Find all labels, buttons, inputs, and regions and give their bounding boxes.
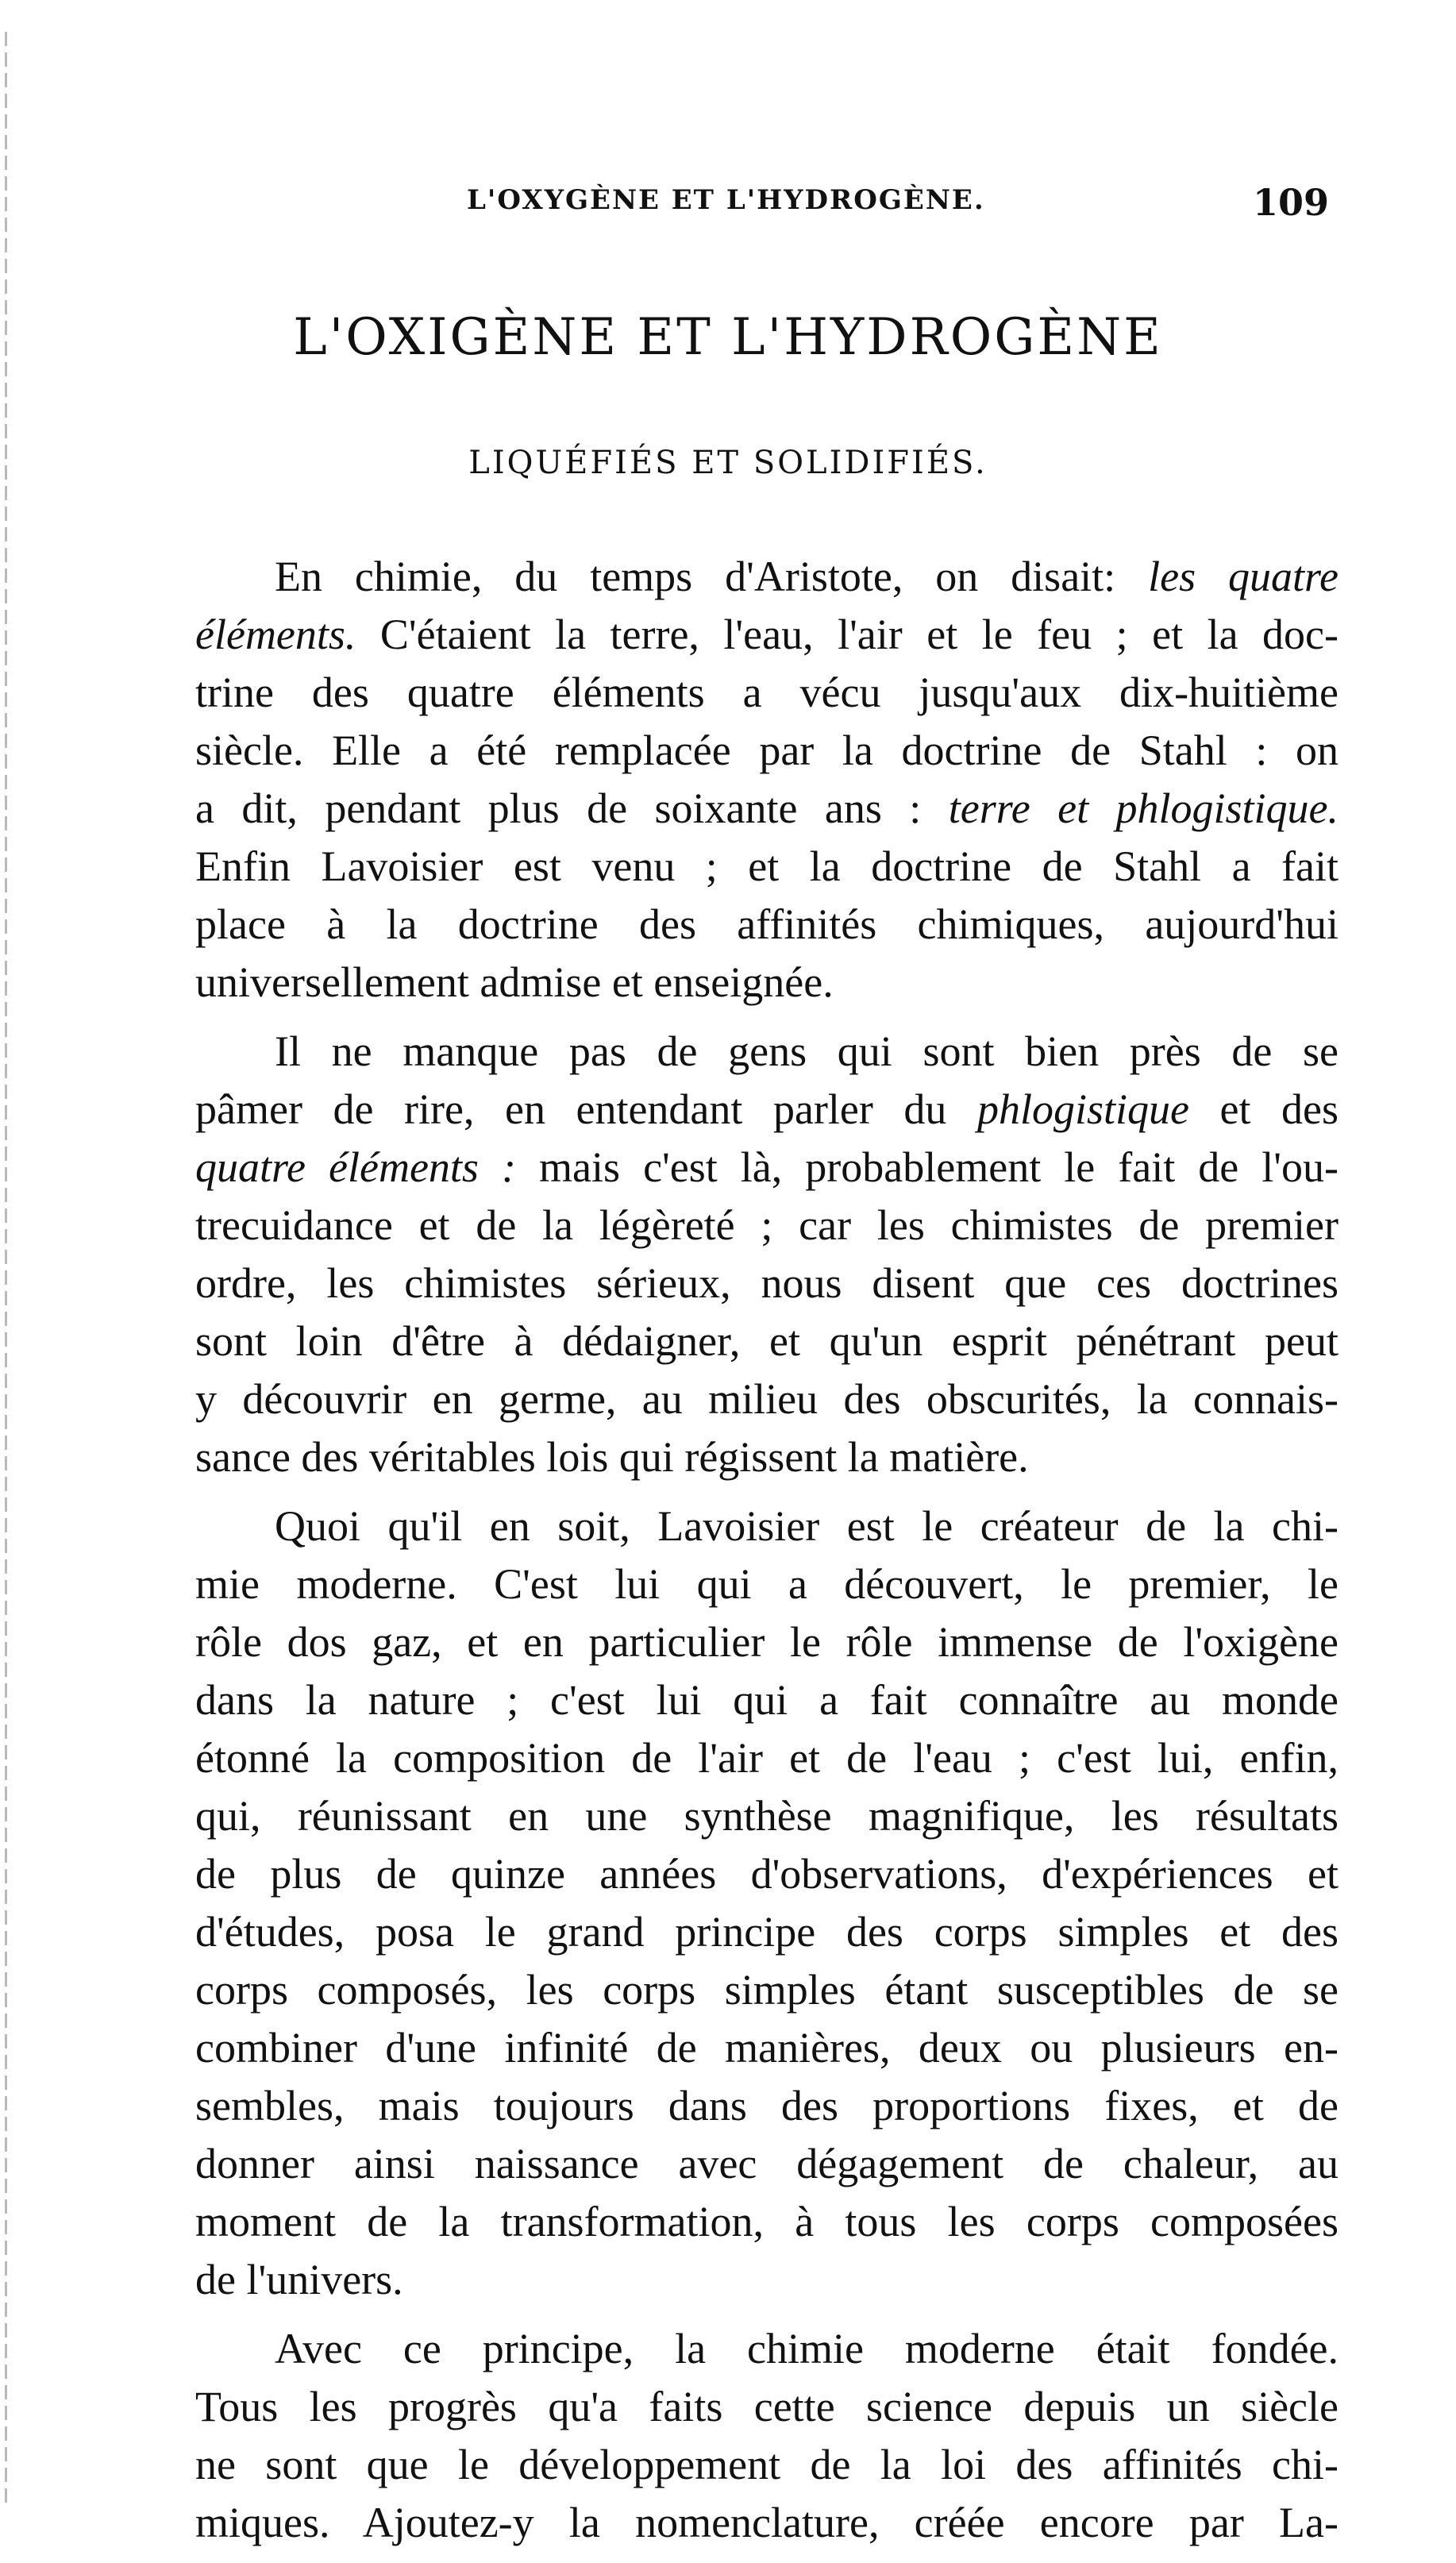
text-line: sembles, mais toujours dans des proportions fixes, et de bbox=[195, 2082, 1339, 2129]
text-line: de plus de quinze années d'observations, d'expériences et bbox=[195, 1850, 1339, 1898]
text-line: mie moderne. C'est lui qui a découvert, le premier, le bbox=[195, 1560, 1339, 1608]
text-line: ordre, les chimistes sérieux, nous disent que ces doctrines bbox=[195, 1259, 1339, 1307]
page-number: 109 bbox=[1252, 181, 1329, 224]
running-head bbox=[191, 181, 1329, 232]
text-line: trecuidance et de la légèreté ; car les chimistes de premier bbox=[195, 1201, 1339, 1249]
text-line: dans la nature ; c'est lui qui a fait connaître au monde bbox=[195, 1676, 1339, 1724]
paragraph-2 bbox=[195, 1023, 1339, 1486]
text-line: pâmer de rire, en entendant parler du phlogistique et des bbox=[195, 1085, 1339, 1133]
text-line: de l'univers. bbox=[195, 2256, 403, 2303]
text-line: combiner d'une infinité de manières, deux ou plusieurs en- bbox=[195, 2024, 1339, 2072]
body-text bbox=[195, 548, 1339, 2563]
text-line: siècle. Elle a été remplacée par la doctrine de Stahl : on bbox=[195, 727, 1339, 774]
text-line: Quoi qu'il en soit, Lavoisier est le créateur de la chi- bbox=[275, 1502, 1339, 1550]
text-line: universellement admise et enseignée. bbox=[195, 958, 834, 1006]
chapter-title: L'OXIGÈNE ET L'HYDROGÈNE bbox=[293, 308, 1163, 367]
running-title: L'OXYGÈNE ET L'HYDROGÈNE. bbox=[467, 184, 985, 216]
text-line: a dit, pendant plus de soixante ans : terre et phlogistique. bbox=[195, 784, 1339, 832]
text-line: éléments. C'étaient la terre, l'eau, l'air et le feu ; et la doc- bbox=[195, 611, 1339, 658]
text-line: Avec ce principe, la chimie moderne était fondée. bbox=[275, 2325, 1339, 2372]
text-line: qui, réunissant en une synthèse magnifique, les résultats bbox=[195, 1792, 1339, 1840]
chapter-subtitle: LIQUÉFIÉS ET SOLIDIFIÉS. bbox=[468, 445, 988, 481]
text-line: corps composés, les corps simples étant susceptibles de se bbox=[195, 1966, 1339, 2014]
page-edge-shadow bbox=[5, 32, 7, 2509]
text-line: Il ne manque pas de gens qui sont bien près de se bbox=[275, 1027, 1339, 1075]
text-line: moment de la transformation, à tous les corps composées bbox=[195, 2198, 1339, 2245]
text-line: étonné la composition de l'air et de l'eau ; c'est lui, enfin, bbox=[195, 1734, 1339, 1782]
text-line: donner ainsi naissance avec dégagement de chaleur, au bbox=[195, 2140, 1339, 2187]
text-line: miques. Ajoutez-y la nomenclature, créée encore par La- bbox=[195, 2499, 1339, 2546]
text-line: rôle dos gaz, et en particulier le rôle immense de l'oxigène bbox=[195, 1618, 1339, 1666]
text-line: quatre éléments : mais c'est là, probablement le fait de l'ou- bbox=[195, 1143, 1339, 1191]
text-line: y découvrir en germe, au milieu des obscurités, la connais- bbox=[195, 1375, 1339, 1423]
text-line: En chimie, du temps d'Aristote, on disait: les quatre bbox=[275, 553, 1339, 600]
text-line: place à la doctrine des affinités chimiques, aujourd'hui bbox=[195, 900, 1339, 948]
text-line: Tous les progrès qu'a faits cette science depuis un siècle bbox=[195, 2383, 1339, 2430]
text-line: d'études, posa le grand principe des corps simples et des bbox=[195, 1908, 1339, 1956]
text-line: Enfin Lavoisier est venu ; et la doctrine de Stahl a fait bbox=[195, 842, 1339, 890]
paragraph-4 bbox=[195, 2320, 1339, 2552]
text-line: sance des véritables lois qui régissent la matière. bbox=[195, 1433, 1029, 1481]
text-line: sont loin d'être à dédaigner, et qu'un esprit pénétrant peut bbox=[195, 1317, 1339, 1365]
text-line: trine des quatre éléments a vécu jusqu'aux dix-huitième bbox=[195, 669, 1339, 716]
text-line: ne sont que le développement de la loi des affinités chi- bbox=[195, 2441, 1339, 2488]
paragraph-1 bbox=[195, 548, 1339, 1012]
paragraph-3 bbox=[195, 1497, 1339, 2309]
